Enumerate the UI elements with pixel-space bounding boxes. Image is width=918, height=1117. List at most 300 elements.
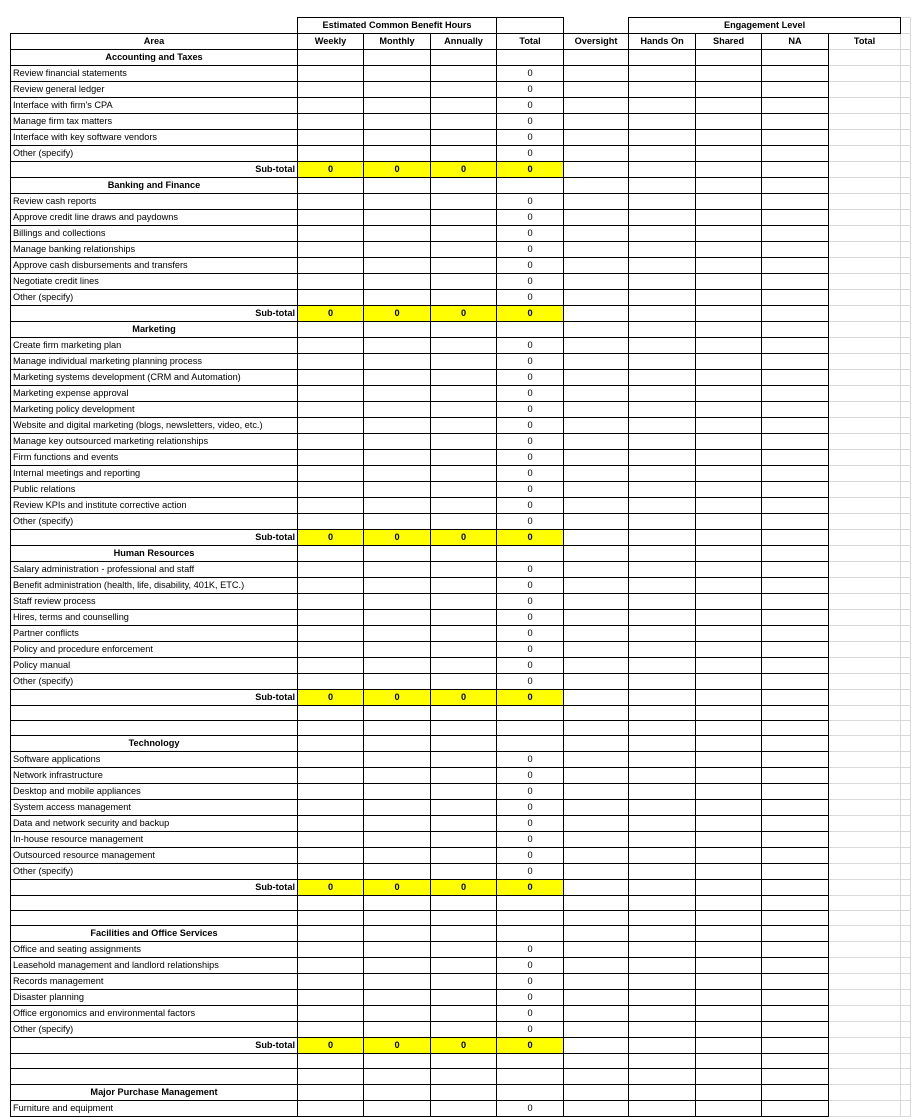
hours-input-cell[interactable] [431, 514, 497, 530]
hours-input-cell[interactable] [298, 194, 364, 210]
engagement-input-cell[interactable] [696, 594, 762, 610]
engagement-input-cell[interactable] [696, 498, 762, 514]
hours-input-cell[interactable] [364, 674, 431, 690]
engagement-input-cell[interactable] [762, 290, 829, 306]
engagement-input-cell[interactable] [762, 498, 829, 514]
hours-input-cell[interactable] [364, 942, 431, 958]
engagement-input-cell[interactable] [696, 832, 762, 848]
engagement-input-cell[interactable] [629, 242, 696, 258]
engagement-input-cell[interactable] [629, 800, 696, 816]
hours-input-cell[interactable] [364, 562, 431, 578]
engagement-input-cell[interactable] [696, 130, 762, 146]
engagement-input-cell[interactable] [564, 370, 629, 386]
hours-input-cell[interactable] [298, 562, 364, 578]
engagement-input-cell[interactable] [762, 466, 829, 482]
hours-input-cell[interactable] [364, 354, 431, 370]
engagement-input-cell[interactable] [629, 114, 696, 130]
hours-input-cell[interactable] [431, 210, 497, 226]
engagement-input-cell[interactable] [762, 1006, 829, 1022]
hours-input-cell[interactable] [431, 578, 497, 594]
engagement-input-cell[interactable] [564, 418, 629, 434]
hours-input-cell[interactable] [431, 658, 497, 674]
engagement-input-cell[interactable] [696, 114, 762, 130]
engagement-input-cell[interactable] [696, 210, 762, 226]
hours-input-cell[interactable] [364, 1006, 431, 1022]
engagement-input-cell[interactable] [564, 832, 629, 848]
hours-input-cell[interactable] [364, 466, 431, 482]
engagement-input-cell[interactable] [564, 514, 629, 530]
hours-input-cell[interactable] [431, 800, 497, 816]
engagement-input-cell[interactable] [696, 848, 762, 864]
engagement-input-cell[interactable] [629, 226, 696, 242]
engagement-input-cell[interactable] [564, 594, 629, 610]
engagement-input-cell[interactable] [564, 242, 629, 258]
engagement-input-cell[interactable] [564, 434, 629, 450]
engagement-input-cell[interactable] [762, 226, 829, 242]
engagement-input-cell[interactable] [762, 482, 829, 498]
engagement-input-cell[interactable] [564, 942, 629, 958]
engagement-input-cell[interactable] [696, 578, 762, 594]
hours-input-cell[interactable] [431, 752, 497, 768]
hours-input-cell[interactable] [298, 626, 364, 642]
engagement-input-cell[interactable] [696, 610, 762, 626]
hours-input-cell[interactable] [431, 242, 497, 258]
hours-input-cell[interactable] [431, 958, 497, 974]
hours-input-cell[interactable] [431, 498, 497, 514]
hours-input-cell[interactable] [364, 290, 431, 306]
engagement-input-cell[interactable] [762, 370, 829, 386]
engagement-input-cell[interactable] [564, 258, 629, 274]
hours-input-cell[interactable] [298, 354, 364, 370]
engagement-input-cell[interactable] [696, 290, 762, 306]
engagement-input-cell[interactable] [762, 274, 829, 290]
engagement-input-cell[interactable] [564, 864, 629, 880]
engagement-input-cell[interactable] [696, 958, 762, 974]
engagement-input-cell[interactable] [762, 338, 829, 354]
engagement-input-cell[interactable] [564, 98, 629, 114]
engagement-input-cell[interactable] [696, 674, 762, 690]
engagement-input-cell[interactable] [762, 210, 829, 226]
hours-input-cell[interactable] [298, 832, 364, 848]
engagement-input-cell[interactable] [696, 386, 762, 402]
engagement-input-cell[interactable] [762, 594, 829, 610]
hours-input-cell[interactable] [298, 418, 364, 434]
hours-input-cell[interactable] [364, 832, 431, 848]
hours-input-cell[interactable] [364, 958, 431, 974]
hours-input-cell[interactable] [298, 274, 364, 290]
hours-input-cell[interactable] [431, 402, 497, 418]
hours-input-cell[interactable] [431, 482, 497, 498]
engagement-input-cell[interactable] [564, 610, 629, 626]
engagement-input-cell[interactable] [629, 610, 696, 626]
hours-input-cell[interactable] [431, 226, 497, 242]
engagement-input-cell[interactable] [629, 482, 696, 498]
engagement-input-cell[interactable] [629, 418, 696, 434]
engagement-input-cell[interactable] [629, 784, 696, 800]
hours-input-cell[interactable] [431, 146, 497, 162]
engagement-input-cell[interactable] [762, 800, 829, 816]
engagement-input-cell[interactable] [762, 768, 829, 784]
hours-input-cell[interactable] [298, 82, 364, 98]
hours-input-cell[interactable] [431, 768, 497, 784]
hours-input-cell[interactable] [431, 864, 497, 880]
engagement-input-cell[interactable] [629, 514, 696, 530]
hours-input-cell[interactable] [364, 578, 431, 594]
engagement-input-cell[interactable] [762, 864, 829, 880]
hours-input-cell[interactable] [364, 450, 431, 466]
hours-input-cell[interactable] [364, 752, 431, 768]
hours-input-cell[interactable] [431, 990, 497, 1006]
engagement-input-cell[interactable] [629, 210, 696, 226]
engagement-input-cell[interactable] [629, 498, 696, 514]
hours-input-cell[interactable] [364, 210, 431, 226]
hours-input-cell[interactable] [431, 258, 497, 274]
hours-input-cell[interactable] [298, 674, 364, 690]
hours-input-cell[interactable] [298, 450, 364, 466]
hours-input-cell[interactable] [364, 498, 431, 514]
hours-input-cell[interactable] [364, 434, 431, 450]
hours-input-cell[interactable] [364, 1022, 431, 1038]
engagement-input-cell[interactable] [696, 562, 762, 578]
engagement-input-cell[interactable] [564, 578, 629, 594]
hours-input-cell[interactable] [431, 114, 497, 130]
hours-input-cell[interactable] [431, 562, 497, 578]
engagement-input-cell[interactable] [762, 990, 829, 1006]
engagement-input-cell[interactable] [696, 370, 762, 386]
engagement-input-cell[interactable] [696, 1006, 762, 1022]
engagement-input-cell[interactable] [564, 1006, 629, 1022]
engagement-input-cell[interactable] [696, 942, 762, 958]
engagement-input-cell[interactable] [564, 466, 629, 482]
engagement-input-cell[interactable] [696, 146, 762, 162]
hours-input-cell[interactable] [431, 674, 497, 690]
hours-input-cell[interactable] [364, 194, 431, 210]
hours-input-cell[interactable] [431, 130, 497, 146]
engagement-input-cell[interactable] [762, 974, 829, 990]
engagement-input-cell[interactable] [564, 402, 629, 418]
hours-input-cell[interactable] [364, 1100, 431, 1116]
hours-input-cell[interactable] [298, 434, 364, 450]
hours-input-cell[interactable] [431, 418, 497, 434]
hours-input-cell[interactable] [431, 434, 497, 450]
engagement-input-cell[interactable] [696, 1100, 762, 1116]
engagement-input-cell[interactable] [564, 1022, 629, 1038]
engagement-input-cell[interactable] [696, 226, 762, 242]
engagement-input-cell[interactable] [629, 864, 696, 880]
engagement-input-cell[interactable] [629, 402, 696, 418]
engagement-input-cell[interactable] [762, 832, 829, 848]
hours-input-cell[interactable] [364, 816, 431, 832]
hours-input-cell[interactable] [431, 386, 497, 402]
hours-input-cell[interactable] [431, 290, 497, 306]
engagement-input-cell[interactable] [762, 130, 829, 146]
engagement-input-cell[interactable] [629, 386, 696, 402]
hours-input-cell[interactable] [431, 1006, 497, 1022]
hours-input-cell[interactable] [431, 370, 497, 386]
engagement-input-cell[interactable] [564, 958, 629, 974]
engagement-input-cell[interactable] [696, 990, 762, 1006]
hours-input-cell[interactable] [298, 800, 364, 816]
hours-input-cell[interactable] [364, 784, 431, 800]
engagement-input-cell[interactable] [564, 130, 629, 146]
hours-input-cell[interactable] [298, 66, 364, 82]
hours-input-cell[interactable] [431, 594, 497, 610]
engagement-input-cell[interactable] [762, 146, 829, 162]
engagement-input-cell[interactable] [564, 848, 629, 864]
hours-input-cell[interactable] [364, 864, 431, 880]
hours-input-cell[interactable] [431, 354, 497, 370]
hours-input-cell[interactable] [364, 610, 431, 626]
hours-input-cell[interactable] [431, 98, 497, 114]
engagement-input-cell[interactable] [564, 226, 629, 242]
engagement-input-cell[interactable] [762, 1100, 829, 1116]
hours-input-cell[interactable] [298, 1022, 364, 1038]
hours-input-cell[interactable] [298, 816, 364, 832]
engagement-input-cell[interactable] [696, 784, 762, 800]
hours-input-cell[interactable] [298, 258, 364, 274]
hours-input-cell[interactable] [298, 974, 364, 990]
hours-input-cell[interactable] [364, 402, 431, 418]
hours-input-cell[interactable] [364, 482, 431, 498]
engagement-input-cell[interactable] [564, 338, 629, 354]
engagement-input-cell[interactable] [696, 242, 762, 258]
hours-input-cell[interactable] [431, 610, 497, 626]
engagement-input-cell[interactable] [629, 66, 696, 82]
engagement-input-cell[interactable] [762, 848, 829, 864]
hours-input-cell[interactable] [298, 98, 364, 114]
engagement-input-cell[interactable] [762, 752, 829, 768]
engagement-input-cell[interactable] [696, 418, 762, 434]
engagement-input-cell[interactable] [629, 816, 696, 832]
engagement-input-cell[interactable] [629, 258, 696, 274]
engagement-input-cell[interactable] [696, 482, 762, 498]
hours-input-cell[interactable] [364, 338, 431, 354]
engagement-input-cell[interactable] [762, 98, 829, 114]
engagement-input-cell[interactable] [762, 66, 829, 82]
engagement-input-cell[interactable] [629, 990, 696, 1006]
engagement-input-cell[interactable] [629, 752, 696, 768]
hours-input-cell[interactable] [364, 514, 431, 530]
hours-input-cell[interactable] [431, 1022, 497, 1038]
hours-input-cell[interactable] [364, 658, 431, 674]
engagement-input-cell[interactable] [564, 274, 629, 290]
engagement-input-cell[interactable] [629, 594, 696, 610]
engagement-input-cell[interactable] [762, 642, 829, 658]
hours-input-cell[interactable] [431, 194, 497, 210]
hours-input-cell[interactable] [298, 514, 364, 530]
hours-input-cell[interactable] [298, 226, 364, 242]
engagement-input-cell[interactable] [564, 210, 629, 226]
engagement-input-cell[interactable] [696, 864, 762, 880]
hours-input-cell[interactable] [431, 338, 497, 354]
hours-input-cell[interactable] [298, 942, 364, 958]
engagement-input-cell[interactable] [629, 290, 696, 306]
engagement-input-cell[interactable] [762, 958, 829, 974]
engagement-input-cell[interactable] [564, 194, 629, 210]
hours-input-cell[interactable] [364, 990, 431, 1006]
engagement-input-cell[interactable] [629, 130, 696, 146]
engagement-input-cell[interactable] [696, 514, 762, 530]
engagement-input-cell[interactable] [696, 658, 762, 674]
hours-input-cell[interactable] [298, 768, 364, 784]
engagement-input-cell[interactable] [696, 800, 762, 816]
hours-input-cell[interactable] [364, 98, 431, 114]
hours-input-cell[interactable] [431, 832, 497, 848]
hours-input-cell[interactable] [431, 274, 497, 290]
engagement-input-cell[interactable] [762, 114, 829, 130]
hours-input-cell[interactable] [364, 594, 431, 610]
engagement-input-cell[interactable] [696, 402, 762, 418]
engagement-input-cell[interactable] [564, 974, 629, 990]
engagement-input-cell[interactable] [762, 658, 829, 674]
engagement-input-cell[interactable] [696, 338, 762, 354]
engagement-input-cell[interactable] [629, 1006, 696, 1022]
engagement-input-cell[interactable] [629, 466, 696, 482]
hours-input-cell[interactable] [298, 482, 364, 498]
engagement-input-cell[interactable] [762, 82, 829, 98]
engagement-input-cell[interactable] [696, 434, 762, 450]
engagement-input-cell[interactable] [696, 66, 762, 82]
engagement-input-cell[interactable] [696, 816, 762, 832]
engagement-input-cell[interactable] [762, 514, 829, 530]
hours-input-cell[interactable] [431, 450, 497, 466]
hours-input-cell[interactable] [364, 642, 431, 658]
engagement-input-cell[interactable] [762, 418, 829, 434]
hours-input-cell[interactable] [298, 146, 364, 162]
hours-input-cell[interactable] [364, 386, 431, 402]
engagement-input-cell[interactable] [696, 82, 762, 98]
engagement-input-cell[interactable] [564, 498, 629, 514]
engagement-input-cell[interactable] [629, 450, 696, 466]
hours-input-cell[interactable] [298, 848, 364, 864]
hours-input-cell[interactable] [298, 864, 364, 880]
hours-input-cell[interactable] [298, 498, 364, 514]
hours-input-cell[interactable] [364, 114, 431, 130]
engagement-input-cell[interactable] [762, 626, 829, 642]
engagement-input-cell[interactable] [762, 784, 829, 800]
engagement-input-cell[interactable] [629, 354, 696, 370]
engagement-input-cell[interactable] [696, 752, 762, 768]
engagement-input-cell[interactable] [762, 386, 829, 402]
engagement-input-cell[interactable] [629, 434, 696, 450]
engagement-input-cell[interactable] [629, 274, 696, 290]
hours-input-cell[interactable] [298, 594, 364, 610]
engagement-input-cell[interactable] [629, 1100, 696, 1116]
engagement-input-cell[interactable] [762, 242, 829, 258]
engagement-input-cell[interactable] [762, 258, 829, 274]
engagement-input-cell[interactable] [564, 146, 629, 162]
engagement-input-cell[interactable] [564, 752, 629, 768]
engagement-input-cell[interactable] [564, 82, 629, 98]
hours-input-cell[interactable] [431, 466, 497, 482]
hours-input-cell[interactable] [431, 1100, 497, 1116]
hours-input-cell[interactable] [364, 66, 431, 82]
engagement-input-cell[interactable] [564, 990, 629, 1006]
engagement-input-cell[interactable] [762, 450, 829, 466]
engagement-input-cell[interactable] [564, 354, 629, 370]
engagement-input-cell[interactable] [696, 466, 762, 482]
engagement-input-cell[interactable] [696, 194, 762, 210]
hours-input-cell[interactable] [364, 848, 431, 864]
hours-input-cell[interactable] [431, 82, 497, 98]
hours-input-cell[interactable] [431, 784, 497, 800]
engagement-input-cell[interactable] [696, 1022, 762, 1038]
engagement-input-cell[interactable] [762, 816, 829, 832]
engagement-input-cell[interactable] [564, 290, 629, 306]
hours-input-cell[interactable] [364, 82, 431, 98]
engagement-input-cell[interactable] [762, 610, 829, 626]
engagement-input-cell[interactable] [696, 98, 762, 114]
engagement-input-cell[interactable] [629, 194, 696, 210]
hours-input-cell[interactable] [364, 146, 431, 162]
engagement-input-cell[interactable] [762, 434, 829, 450]
engagement-input-cell[interactable] [629, 626, 696, 642]
hours-input-cell[interactable] [298, 1006, 364, 1022]
hours-input-cell[interactable] [431, 626, 497, 642]
hours-input-cell[interactable] [431, 66, 497, 82]
hours-input-cell[interactable] [298, 658, 364, 674]
engagement-input-cell[interactable] [762, 194, 829, 210]
engagement-input-cell[interactable] [564, 816, 629, 832]
engagement-input-cell[interactable] [629, 82, 696, 98]
engagement-input-cell[interactable] [762, 578, 829, 594]
hours-input-cell[interactable] [364, 242, 431, 258]
engagement-input-cell[interactable] [564, 768, 629, 784]
engagement-input-cell[interactable] [564, 114, 629, 130]
engagement-input-cell[interactable] [696, 768, 762, 784]
hours-input-cell[interactable] [364, 258, 431, 274]
engagement-input-cell[interactable] [762, 942, 829, 958]
hours-input-cell[interactable] [431, 642, 497, 658]
engagement-input-cell[interactable] [629, 974, 696, 990]
engagement-input-cell[interactable] [564, 562, 629, 578]
hours-input-cell[interactable] [298, 466, 364, 482]
engagement-input-cell[interactable] [629, 642, 696, 658]
hours-input-cell[interactable] [298, 784, 364, 800]
engagement-input-cell[interactable] [564, 1100, 629, 1116]
engagement-input-cell[interactable] [629, 338, 696, 354]
engagement-input-cell[interactable] [629, 578, 696, 594]
engagement-input-cell[interactable] [564, 450, 629, 466]
hours-input-cell[interactable] [298, 210, 364, 226]
engagement-input-cell[interactable] [629, 1022, 696, 1038]
hours-input-cell[interactable] [298, 642, 364, 658]
hours-input-cell[interactable] [364, 974, 431, 990]
engagement-input-cell[interactable] [564, 674, 629, 690]
hours-input-cell[interactable] [298, 114, 364, 130]
engagement-input-cell[interactable] [762, 1022, 829, 1038]
engagement-input-cell[interactable] [629, 832, 696, 848]
engagement-input-cell[interactable] [629, 674, 696, 690]
hours-input-cell[interactable] [364, 626, 431, 642]
hours-input-cell[interactable] [298, 242, 364, 258]
hours-input-cell[interactable] [298, 1100, 364, 1116]
engagement-input-cell[interactable] [696, 974, 762, 990]
hours-input-cell[interactable] [364, 370, 431, 386]
hours-input-cell[interactable] [431, 942, 497, 958]
hours-input-cell[interactable] [364, 226, 431, 242]
hours-input-cell[interactable] [298, 338, 364, 354]
engagement-input-cell[interactable] [696, 642, 762, 658]
engagement-input-cell[interactable] [629, 562, 696, 578]
hours-input-cell[interactable] [364, 800, 431, 816]
hours-input-cell[interactable] [298, 290, 364, 306]
engagement-input-cell[interactable] [564, 642, 629, 658]
engagement-input-cell[interactable] [629, 768, 696, 784]
engagement-input-cell[interactable] [564, 386, 629, 402]
hours-input-cell[interactable] [364, 418, 431, 434]
engagement-input-cell[interactable] [564, 800, 629, 816]
